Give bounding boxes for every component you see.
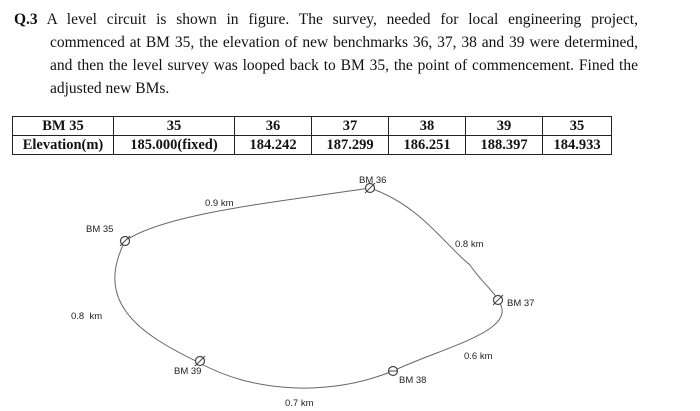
table-row <box>13 136 612 155</box>
table-cell: Elevation(m) <box>13 136 114 155</box>
bm38-label: BM 38 <box>399 375 427 386</box>
table-header-cell: BM 35 <box>13 117 114 136</box>
table-cell: 187.299 <box>312 136 389 155</box>
distance-35-36-label: 0.9 km <box>205 198 234 209</box>
bm39-marker <box>195 356 205 366</box>
table-header-cell: 39 <box>466 117 543 136</box>
question-line-1: A level circuit is shown in figure. The survey, needed for local engineering project, <box>46 11 638 28</box>
table-header-cell: 36 <box>235 117 312 136</box>
bm39-label: BM 39 <box>174 366 202 377</box>
bm35-marker <box>120 236 130 246</box>
table-header-cell: 38 <box>389 117 466 136</box>
table-cell: 185.000(fixed) <box>114 136 235 155</box>
bm37-marker <box>493 295 503 305</box>
bm36-label: BM 36 <box>359 175 387 186</box>
distance-36-37-label: 0.8 km <box>455 239 484 250</box>
table-row <box>13 117 612 136</box>
level-circuit-figure <box>0 160 700 411</box>
question-first-line <box>14 8 638 31</box>
table-header-cell: 37 <box>312 117 389 136</box>
question-text <box>14 8 638 100</box>
bm37-label: BM 37 <box>507 298 535 309</box>
table-cell: 184.242 <box>235 136 312 155</box>
distance-37-38-label: 0.6 km <box>464 351 493 362</box>
table-header-cell: 35 <box>543 117 612 136</box>
circuit-loop <box>115 188 502 388</box>
bm38-marker <box>388 367 398 376</box>
distance-38-39-label: 0.7 km <box>285 398 314 409</box>
table-cell: 188.397 <box>466 136 543 155</box>
distance-39-35-label: 0.8 km <box>71 311 103 322</box>
bm35-label: BM 35 <box>86 224 114 235</box>
table-cell: 184.933 <box>543 136 612 155</box>
question-number: Q.3 <box>14 11 38 28</box>
question-body: commenced at BM 35, the elevation of new benchmarks 36, 37, 38 and 39 were determined, and then the level survey was looped back to BM 35, the point of commencement. Fined the adjusted new BMs. <box>50 34 638 97</box>
table-header-cell: 35 <box>114 117 235 136</box>
table-cell: 186.251 <box>389 136 466 155</box>
benchmark-table <box>12 116 612 155</box>
